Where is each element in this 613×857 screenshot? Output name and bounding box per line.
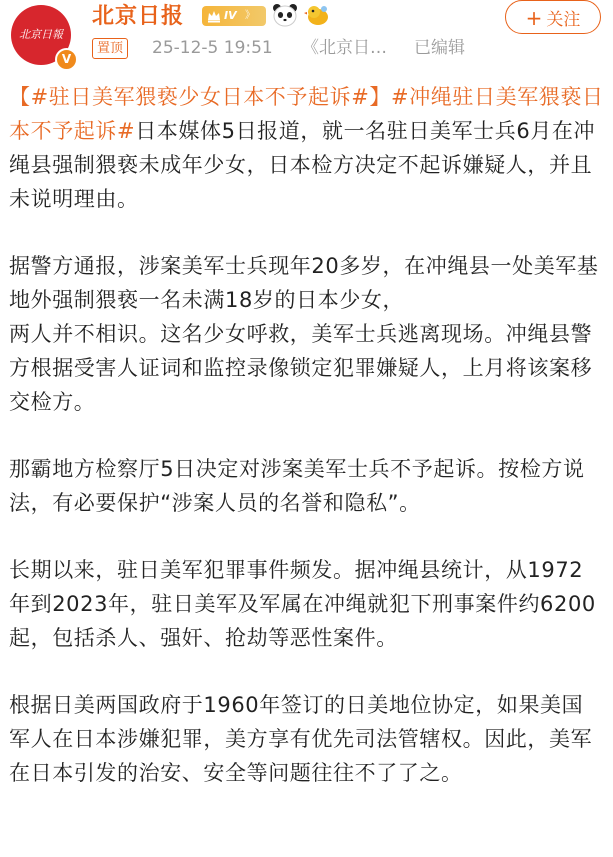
follow-button[interactable] bbox=[505, 0, 601, 34]
crown-icon bbox=[206, 8, 222, 24]
level-arrows-icon: 》 bbox=[245, 10, 255, 21]
post-paragraph-4 bbox=[9, 553, 604, 655]
avatar-logo-text: 北京日報 bbox=[19, 28, 63, 41]
paragraph-1-text: 日本媒体5日报道，就一名驻日美军士兵6月在冲绳县强制猥亵未成年少女，日本检方决定不起诉嫌疑人，并且未说明理由。 bbox=[9, 119, 596, 211]
paragraph-2-line-1: 据警方通报，涉案美军士兵现年20多岁，在冲绳县一处美军基地外强制猥亵一名未满18岁的日本少女， bbox=[9, 254, 599, 312]
paragraph-4-text: 长期以来，驻日美军犯罪事件频发。据冲绳县统计，从1972年到2023年，驻日美军及军属在冲绳就犯下刑事案件约6200起，包括杀人、强奸、抢劫等恶性案件。 bbox=[9, 558, 596, 650]
topic-link-1[interactable]: #驻日美军猥亵少女日本不予起诉# bbox=[30, 85, 370, 109]
post-header bbox=[0, 0, 613, 72]
plus-icon: + bbox=[525, 6, 543, 30]
verified-badge: V bbox=[55, 48, 78, 71]
post-time: 25-12-5 19:51 bbox=[152, 38, 273, 58]
paragraph-2-line-2: 两人并不相识。这名少女呼救，美军士兵逃离现场。冲绳县警方根据受害人证词和监控录像锁定犯罪嫌疑人，上月将该案移交检方。 bbox=[9, 322, 593, 414]
follow-label: 关注 bbox=[546, 10, 581, 30]
account-name[interactable]: 北京日报 bbox=[92, 4, 185, 29]
post-paragraph-5 bbox=[9, 688, 604, 790]
post-paragraph-1 bbox=[9, 80, 604, 216]
paragraph-3-text: 那霸地方检察厅5日决定对涉案美军士兵不予起诉。按检方说法，有必要保护“涉案人员的名誉和隐私”。 bbox=[9, 457, 585, 515]
topic-link-2[interactable]: #冲绳驻日美军猥亵日本不予起诉# bbox=[9, 85, 604, 143]
topic-bracket-close: 】 bbox=[369, 85, 392, 109]
level-text: IV bbox=[224, 9, 237, 22]
duck-icon bbox=[304, 3, 330, 27]
edited-label: 已编辑 bbox=[414, 38, 465, 58]
post-meta bbox=[92, 36, 492, 60]
pinned-tag: 置顶 bbox=[92, 38, 128, 59]
post-source[interactable]: 《北京日… bbox=[302, 38, 387, 58]
avatar[interactable] bbox=[11, 5, 71, 65]
topic-bracket-open: 【 bbox=[9, 85, 31, 109]
level-badge[interactable] bbox=[202, 6, 266, 26]
post-paragraph-2 bbox=[9, 249, 604, 419]
panda-icon bbox=[272, 3, 298, 27]
post-paragraph-3 bbox=[9, 452, 604, 520]
paragraph-5-text: 根据日美两国政府于1960年签订的日美地位协定，如果美国军人在日本涉嫌犯罪，美方享有优先司法管辖权。因此，美军在日本引发的治安、安全等问题往往不了了之。 bbox=[9, 693, 593, 785]
post-content bbox=[9, 80, 604, 823]
